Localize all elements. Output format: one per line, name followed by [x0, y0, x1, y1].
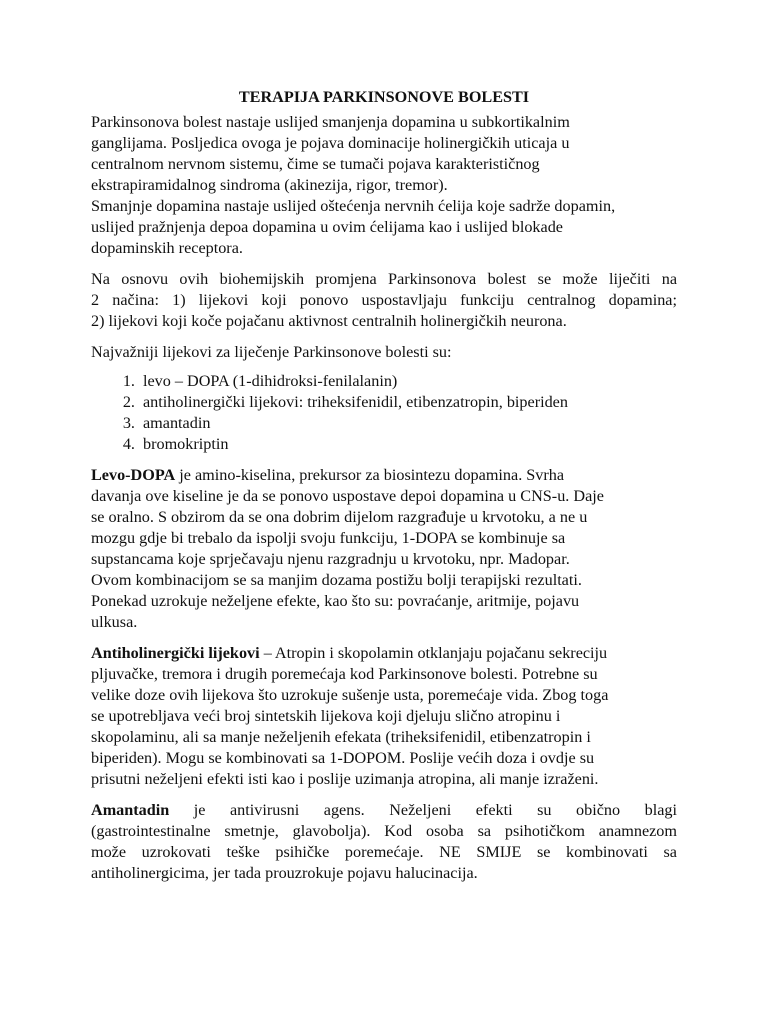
- text-line: se upotrebljava veći broj sintetskih lijekova koji djeluju slično atropinu i: [91, 707, 561, 725]
- text-run: – Atropin i skopolamin otklanjaju pojačanu sekreciju: [259, 644, 608, 662]
- text-line: se oralno. S obzirom da se ona dobrim dijelom razgrađuje u krvotoku, a ne u: [91, 508, 588, 526]
- document-title: TERAPIJA PARKINSONOVE BOLESTI: [238, 88, 530, 106]
- text-line: skopolaminu, ali sa manje neželjenih efekata (triheksifenidil, etibenzatropin i: [91, 728, 591, 746]
- text-line: davanja ove kiseline je da se ponovo uspostave depoi dopamina u CNS-u. Daje: [91, 487, 604, 505]
- list-item: 4. bromokriptin: [139, 434, 677, 455]
- text-line: može uzrokovati teške psihičke poremećaje. NE SMIJE se kombinovati sa: [91, 843, 677, 861]
- text-line: 2 načina: 1) lijekovi koji ponovo uspostavljaju funkciju centralnog dopamina;: [91, 291, 677, 309]
- text-line: [91, 800, 677, 821]
- text-line: [91, 465, 677, 486]
- text-line: 2) lijekovi koji koče pojačanu aktivnost centralnih holinergičkih neurona.: [91, 312, 567, 330]
- text-line: Ponekad uzrokuje neželjene efekte, kao što su: povraćanje, aritmije, pojavu: [91, 592, 580, 610]
- text-line: Ovom kombinacijom se sa manjim dozama postižu bolji terapijski rezultati.: [91, 571, 582, 589]
- basis-paragraph: [91, 269, 677, 332]
- text-line: pljuvačke, tremora i drugih poremećaja kod Parkinsonove bolesti. Potrebne su: [91, 665, 598, 683]
- text-line: velike doze ovih lijekova što uzrokuje sušenje usta, poremećaje vida. Zbog toga: [91, 686, 609, 704]
- amantadine-paragraph: [91, 800, 677, 884]
- text-run: je amino-kiselina, prekursor za biosintezu dopamina. Svrha: [175, 466, 565, 484]
- text-line: dopaminskih receptora.: [91, 239, 243, 257]
- text-line: antiholinergicima, jer tada prouzrokuje pojavu halucinacija.: [91, 864, 478, 882]
- list-item: 2. antiholinergički lijekovi: triheksifenidil, etibenzatropin, biperiden: [139, 392, 677, 413]
- text-line: ekstrapiramidalnog sindroma (akinezija, rigor, tremor).: [91, 176, 448, 194]
- text-line: uslijed pražnjenja depoa dopamina u ovim ćelijama kao i uslijed blokade: [91, 218, 563, 236]
- text-line: mozgu gdje bi trebalo da ispolji svoju funkciju, 1-DOPA se kombinuje sa: [91, 529, 566, 547]
- amantadine-term: Amantadin: [91, 801, 170, 819]
- drug-list: [91, 371, 677, 455]
- anticholinergic-paragraph: [91, 643, 677, 790]
- text-line: Na osnovu ovih biohemijskih promjena Parkinsonova bolest se može liječiti na: [91, 270, 677, 288]
- document-page: [91, 87, 677, 894]
- text-line: Parkinsonova bolest nastaje uslijed smanjenja dopamina u subkortikalnim: [91, 113, 570, 131]
- text-line: [91, 643, 677, 664]
- text-line: ulkusa.: [91, 613, 138, 631]
- text-line: supstancama koje sprječavaju njenu razgradnju u krvotoku, npr. Madopar.: [91, 550, 570, 568]
- text-line: biperiden). Mogu se kombinovati sa 1-DOPOM. Poslije većih doza i ovdje su: [91, 749, 595, 767]
- list-item: 3. amantadin: [139, 413, 677, 434]
- anticholinergic-term: Antiholinergički lijekovi: [91, 644, 260, 662]
- levodopa-paragraph: [91, 465, 677, 633]
- list-intro: Najvažniji lijekovi za liječenje Parkinsonove bolesti su:: [91, 343, 452, 361]
- text-line: prisutni neželjeni efekti isti kao i poslije uzimanja atropina, ali manje izraženi.: [91, 770, 599, 788]
- text-line: centralnom nervnom sistemu, čime se tumači pojava karakterističnog: [91, 155, 540, 173]
- text-line: (gastrointestinalne smetnje, glavobolja). Kod osoba sa psihotičkom anamnezom: [91, 822, 677, 840]
- list-item: 1. levo – DOPA (1-dihidroksi-fenilalanin): [139, 371, 677, 392]
- intro-paragraph: [91, 112, 677, 259]
- levodopa-term: Levo-DOPA: [91, 466, 176, 484]
- text-run: je antivirusni agens. Neželjeni efekti su obično blagi: [169, 801, 677, 819]
- text-line: Smanjnje dopamina nastaje uslijed oštećenja nervnih ćelija koje sadrže dopamin,: [91, 197, 616, 215]
- text-line: ganglijama. Posljedica ovoga je pojava dominacije holinergičkih uticaja u: [91, 134, 570, 152]
